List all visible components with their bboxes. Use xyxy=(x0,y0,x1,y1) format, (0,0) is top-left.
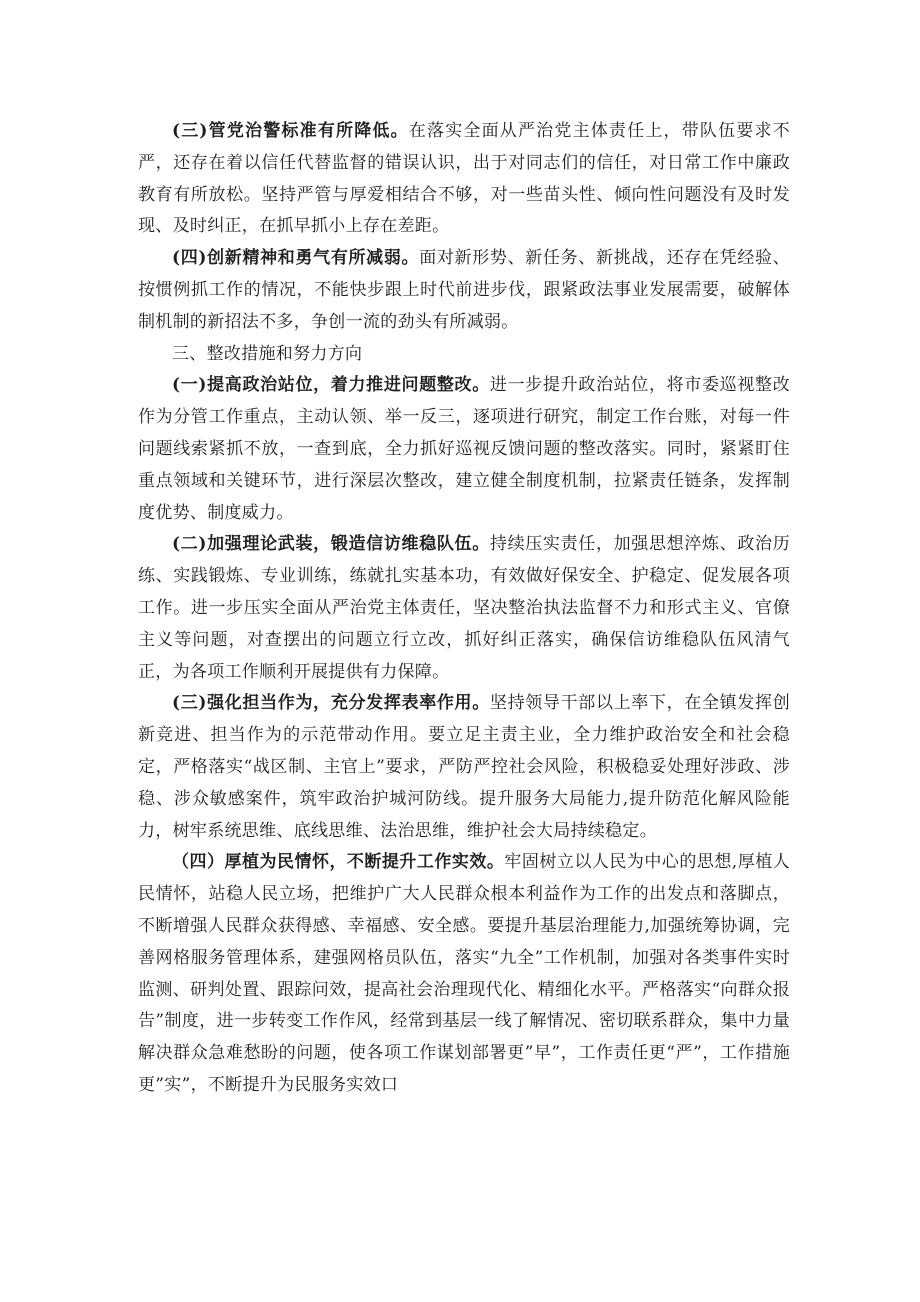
paragraph-innovation xyxy=(138,243,790,338)
paragraph-body: 持续压实责任，加强思想淬炼、政治历练、实践锻炼、专业训练，练就扎实基本功，有效做好保安全、护稳定、促发展各项工作。进一步压实全面从严治党主体责任，坚决整治执法监督不力和形式主义、官僚主义等问题，对查摆出的问题立行立改，抓好纠正落实，确保信访维稳队伍风清气正，为各项工作顺利开展提供有力保障。 xyxy=(138,534,790,682)
paragraph-body: 牢固树立以人民为中心的思想,厚植人民情怀，站稳人民立场，把维护广大人民群众根本利益作为工作的出发点和落脚点，不断增强人民群众获得感、幸福感、安全感。要提升基层治理能力,加强统筹协调，完善网格服务管理体系，建强网格员队伍，落实“九全”工作机制，加强对各类事件实时监测、研判处置、跟踪问效，提高社会治理现代化、精细化水平。严格落实“向群众报告”制度，进一步转变工作作风，经常到基层一线了解情况、密切联系群众，集中力量解决群众急难愁盼的问题，使各项工作谋划部署更”早”，工作责任更“严”，工作措施更”实”，不断提升为民服务实效口 xyxy=(138,852,790,1095)
paragraph-body: 面对新形势、新任务、新挑战，还存在凭经验、按惯例抓工作的情况，不能快步跟上时代前进步伐，跟紧政法事业发展需要，破解体制机制的新招法不多，争创一流的劲头有所减弱。 xyxy=(138,248,790,332)
paragraph-party-management xyxy=(138,116,790,243)
paragraph-body: 进一步提升政治站位，将市委巡视整改作为分管工作重点，主动认领、举一反三，逐项进行研究，制定工作台账，对每一件问题线索紧抓不放，一查到底，全力抓好巡视反馈问题的整改落实。同时，紧紧盯住重点领域和关键环节，进行深层次整改，建立健全制度机制，拉紧责任链条，发挥制度优势、制度威力。 xyxy=(138,375,790,523)
paragraph-body: 在落实全面从严治党主体责任上，带队伍要求不严，还存在着以信任代替监督的错误认识，出于对同志们的信任，对日常工作中廉政教育有所放松。坚持严管与厚爱相结合不够，对一些苗头性、倾向性问题没有及时发现、及时纠正，在抓早抓小上存在差距。 xyxy=(138,121,790,237)
document-page xyxy=(138,116,790,1102)
measure-political-stance xyxy=(138,370,790,529)
measure-theory xyxy=(138,529,790,688)
paragraph-lead: （四）厚植为民情怀，不断提升工作实效。 xyxy=(172,852,505,873)
measure-responsibility xyxy=(138,688,790,847)
paragraph-lead: (一)提高政治站位，着力推进问题整改。 xyxy=(172,375,490,396)
paragraph-lead: (三)强化担当作为，充分发挥表率作用。 xyxy=(172,693,490,714)
paragraph-lead: (三)管党治警标准有所降低。 xyxy=(172,121,409,141)
section-heading: 三、整改措施和努力方向 xyxy=(172,343,363,364)
paragraph-body: 坚持领导干部以上率下，在全镇发挥创新竞进、担当作为的示范带动作用。要立足主责主业，全力维护政治安全和社会稳定，严格落实“战区制、主官上”要求，严防严控社会风险，积极稳妥处理好涉政、涉稳、涉众敏感案件，筑牢政治护城河防线。提升服务大局能力,提升防范化解风险能力，树牢系统思维、底线思维、法治思维，维护社会大局持续稳定。 xyxy=(138,693,790,841)
measure-people xyxy=(138,847,790,1101)
paragraph-lead: (二)加强理论武装，锻造信访维稳队伍。 xyxy=(172,534,490,555)
paragraph-lead: (四)创新精神和勇气有所减弱。 xyxy=(172,248,420,269)
